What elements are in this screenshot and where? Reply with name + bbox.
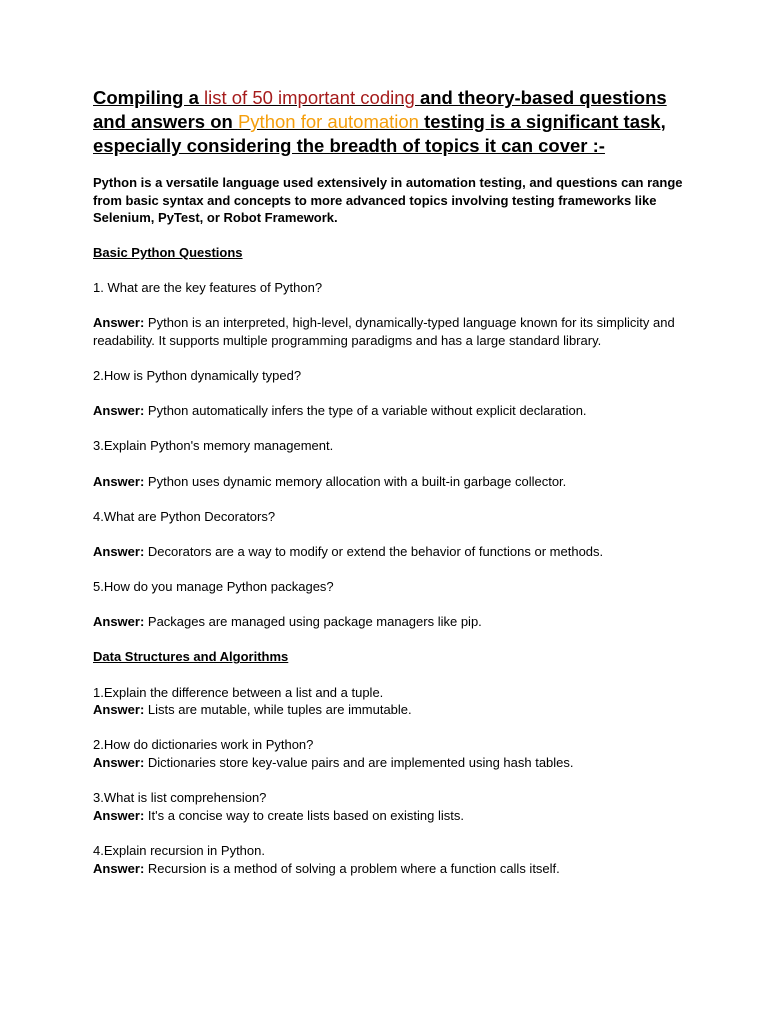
answer-text: Recursion is a method of solving a problem where a function calls itself. xyxy=(144,860,560,876)
answer-text: Python is an interpreted, high-level, dynamically-typed language known for its simplicity and readability. It supports multiple programming paradigms and has a large standard library. xyxy=(93,315,675,348)
answer xyxy=(93,543,683,561)
answer-label: Answer: xyxy=(93,403,145,419)
qa-item xyxy=(93,789,683,824)
answer-text: Python automatically infers the type of a variable without explicit declaration. xyxy=(144,403,587,419)
title-highlight-red: list of 50 important coding xyxy=(204,87,420,108)
question: 5.How do you manage Python packages? xyxy=(93,579,334,595)
section-heading: Data Structures and Algorithms xyxy=(93,649,289,665)
answer-label: Answer: xyxy=(93,755,145,770)
answer xyxy=(93,314,683,349)
qa-item xyxy=(93,684,683,719)
document-title xyxy=(93,86,683,158)
answer-text: Packages are managed using package managers like pip. xyxy=(144,614,482,630)
question: 2.How do dictionaries work in Python? xyxy=(93,737,314,753)
answer xyxy=(93,473,683,491)
title-part-3: and theory-based questions and answers on xyxy=(93,87,667,132)
question: 1. What are the key features of Python? xyxy=(93,279,323,295)
answer-label: Answer: xyxy=(93,702,145,718)
title-part-5: testing is a significant task, especially considering the breadth of topics it can cover :- xyxy=(93,111,666,156)
answer-text: It's a concise way to create lists based on existing lists. xyxy=(144,807,464,823)
answer-text: Lists are mutable, while tuples are immutable. xyxy=(144,702,412,718)
question: 1.Explain the difference between a list and a tuple. xyxy=(93,684,384,700)
answer-label: Answer: xyxy=(93,543,145,559)
intro-paragraph: Python is a versatile language used extensively in automation testing, and questions can range from basic syntax and concepts to more advanced topics involving testing frameworks like Selenium, PyTest, or Robot Framework. xyxy=(93,175,683,226)
answer-text: Decorators are a way to modify or extend the behavior of functions or methods. xyxy=(144,543,604,559)
title-highlight-orange: Python for automation xyxy=(237,111,425,132)
section-basic-python xyxy=(93,244,683,631)
answer-label: Answer: xyxy=(93,473,145,489)
answer xyxy=(93,402,683,420)
document-page xyxy=(93,86,683,895)
answer-text: Dictionaries store key-value pairs and are implemented using hash tables. xyxy=(144,755,574,770)
question: 4.What are Python Decorators? xyxy=(93,508,276,524)
answer-label: Answer: xyxy=(93,315,145,331)
answer-label: Answer: xyxy=(93,860,145,876)
question: 4.Explain recursion in Python. xyxy=(93,842,265,858)
answer xyxy=(93,613,683,631)
question: 2.How is Python dynamically typed? xyxy=(93,367,302,383)
answer-text: Python uses dynamic memory allocation with a built-in garbage collector. xyxy=(144,473,567,489)
question: 3.What is list comprehension? xyxy=(93,790,267,806)
question: 3.Explain Python's memory management. xyxy=(93,438,334,454)
section-data-structures xyxy=(93,648,683,877)
section-heading: Basic Python Questions xyxy=(93,244,243,260)
title-part-1: Compiling a xyxy=(93,87,204,108)
answer-label: Answer: xyxy=(93,807,145,823)
answer-label: Answer: xyxy=(93,614,145,630)
qa-item xyxy=(93,842,683,877)
qa-item xyxy=(93,736,683,771)
